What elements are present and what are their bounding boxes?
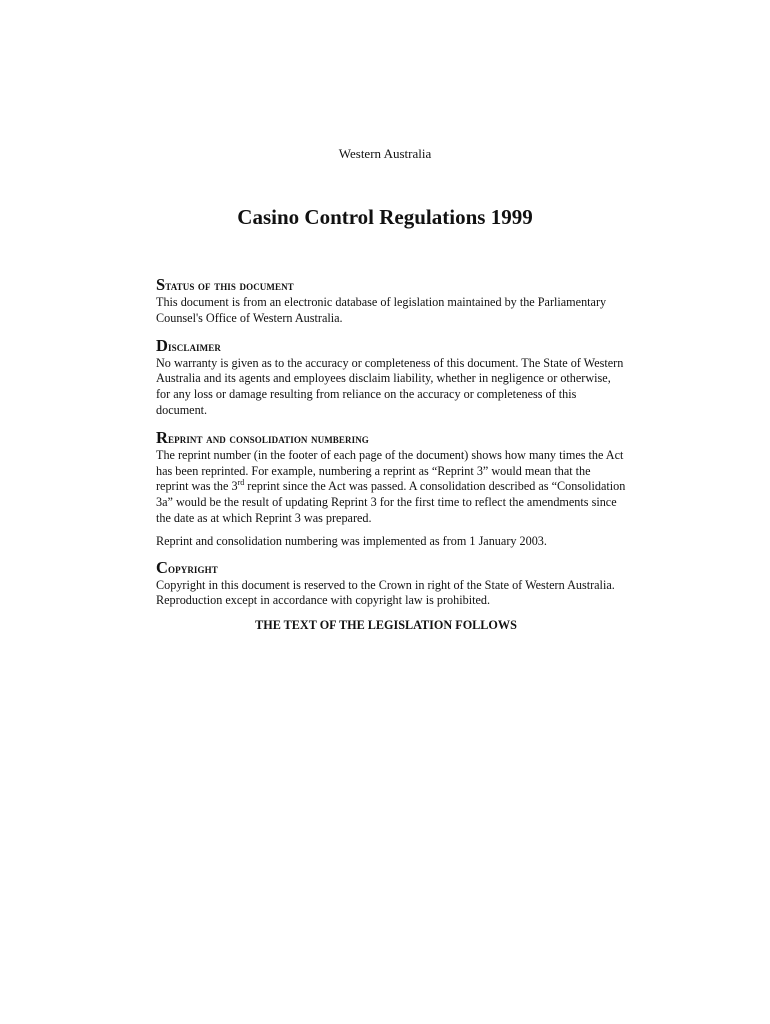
heading-rest: isclaimer	[168, 338, 221, 354]
section-reprint	[156, 429, 626, 550]
section-heading-status	[156, 276, 626, 295]
copyright-paragraph: Copyright in this document is reserved to the Crown in right of the State of Western Australia. Reproduction except in accordance with copyright law is prohibited.	[156, 577, 615, 608]
heading-initial: S	[156, 275, 166, 294]
jurisdiction-label: Western Australia	[338, 146, 432, 161]
document-title: Casino Control Regulations 1999	[237, 205, 533, 229]
section-heading-disclaimer	[156, 337, 626, 356]
status-paragraph: This document is from an electronic database of legislation maintained by the Parliamentary Counsel's Office of Western Australia.	[156, 295, 607, 325]
document-body	[156, 276, 626, 645]
reprint-text-a: The reprint number (in the footer of each page of the document) shows how many times the Act has been reprinted. For example, numbering a reprint as “Reprint 3” would mean that the reprint was the 3	[156, 447, 624, 494]
heading-rest: eprint and consolidation numbering	[168, 430, 369, 446]
heading-initial: R	[156, 427, 169, 447]
section-heading-reprint	[156, 429, 626, 448]
reprint-paragraph	[156, 448, 626, 527]
reprint-implementation-paragraph: Reprint and consolidation numbering was implemented as from 1 January 2003.	[156, 533, 547, 548]
section-status	[156, 276, 626, 327]
section-disclaimer	[156, 337, 626, 419]
heading-initial: D	[156, 335, 169, 355]
heading-initial: C	[156, 557, 169, 577]
heading-rest: opyright	[168, 560, 218, 576]
ordinal-suffix: rd	[237, 478, 245, 488]
section-copyright	[156, 559, 626, 610]
reprint-text-b: reprint since the Act was passed. A consolidation described as “Consolidation 3a” would be the result of updating Reprint 3 for the first time to reflect the amendments since the date as at which Reprint 3 was prepared.	[156, 479, 626, 525]
legislation-follows-note: THE TEXT OF THE LEGISLATION FOLLOWS	[255, 618, 517, 633]
section-heading-copyright	[156, 559, 626, 578]
heading-rest: tatus of this document	[165, 278, 294, 293]
disclaimer-paragraph: No warranty is given as to the accuracy or completeness of this document. The State of Western Australia and its agents and employees disclaim liability, whether in negligence or otherwise, for any loss or damage resulting from reliance on the accuracy or completeness of this document.	[156, 355, 624, 417]
